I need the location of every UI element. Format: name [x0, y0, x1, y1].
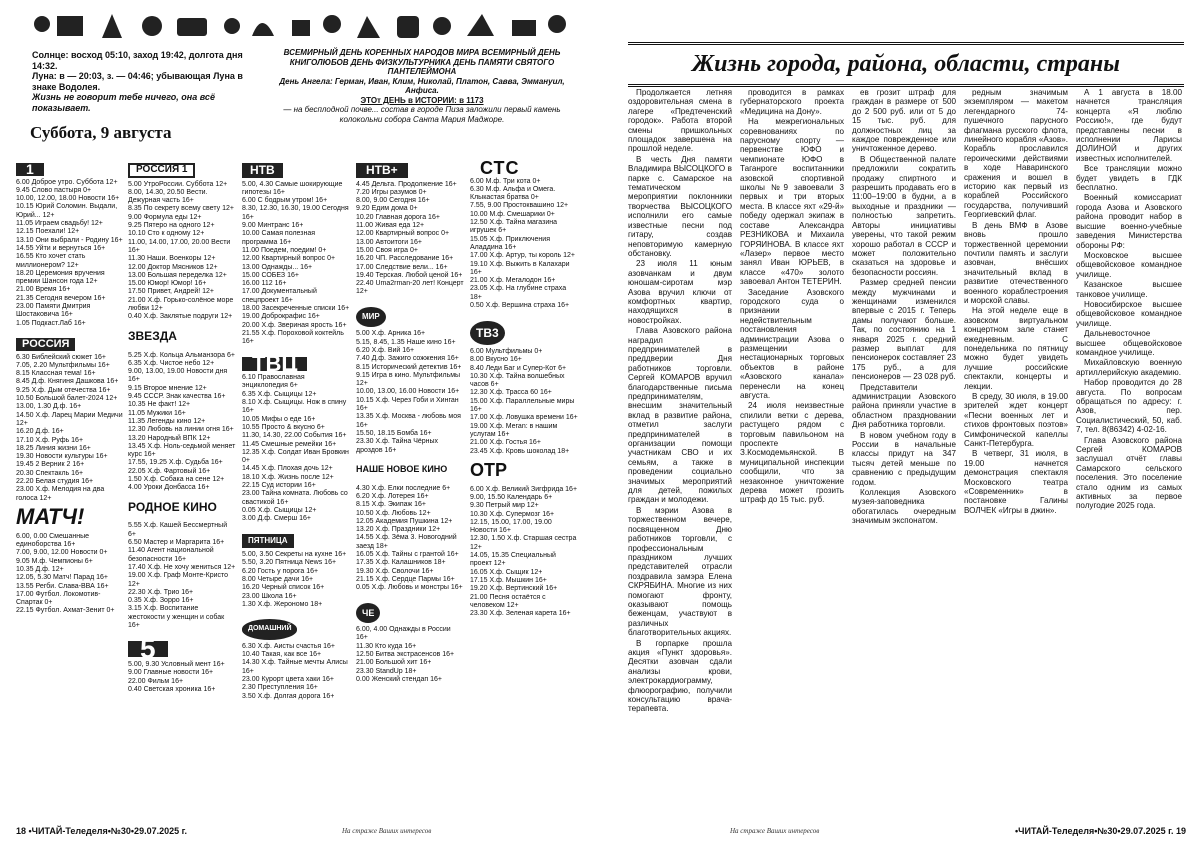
channel-logo-che: ЧЕ: [356, 603, 380, 623]
footer-brand-left: •ЧИТАЙ-Теледеля•№30•29.07.2025 г.: [28, 826, 187, 836]
page-right: [620, 8, 1190, 838]
channel-logo-otr: ОТР: [470, 460, 508, 481]
article-column-2: [740, 88, 844, 788]
section-header: [628, 42, 1184, 87]
article-column-5: [1076, 88, 1182, 788]
news-item: В день ВМФ в Азове вновь прошло торжественной церемонии почтили память и заслуги азовчан, внёсших значительный вклад в развитие отечественного военного кораблестроения и морской славы.: [964, 220, 1068, 305]
channel-logo-nashe-novoe-kino: НАШЕ НОВОЕ КИНО: [356, 464, 448, 475]
article-column-4: [964, 88, 1068, 788]
holidays: ВСЕМИРНЫЙ ДЕНЬ КОРЕННЫХ НАРОДОВ МИРА ВСЕМИРНЫЙ ДЕНЬ КНИГОЛЮБОВ ДЕНЬ ФИЗКУЛЬТУРНИКА ДЕНЬ ПАМЯТИ СВЯТОГО ПАНТЕЛЕЙМОНА: [283, 48, 561, 76]
channel-logo-domashniy: ДОМАШНИЙ: [242, 619, 297, 639]
schedule-5b: 6.00 Мультфильмы 0+ 8.00 Вкусно 16+ 8.40 Леди Баг и Супер-Кот 6+ 10.30 Х.ф. Тайна волшебных часов 6+ 12.30 Х.ф. Трасса 60 16+ 15.00 Х.ф. Параллельные миры 16+ 17.00 Х.ф. Ловушка времени 16+ 19.00 Х.ф. Мегаn: в нашим услугам 16+ 21.00 Х.ф. Гостья 16+ 23.45 Х.ф. Кровь шоколад 18+: [470, 347, 578, 455]
news-item: На межрегиональных соревнованиях по парусному спорту — первенстве ЮФО и чемпионате ЮФО в Таганроге воспитанники азовской спортивной школы №9 завоевали 3 первых и три вторых места. В классе яхт «29-й» победу одержал экипаж в составе Александра РЕЗНИКОВА и Михаила ГОРЯИНОВА. В классе яхт «Лазер» первое место занял Иван ЮРЬЕВ, в классе «470» золото завоевал Антон ТЕТЕРИН.: [740, 117, 844, 287]
news-item: А 1 августа в 18.00 начнется трансляция концерта «Я люблю Россию!», где будут представлены песни в исполнении Ларисы ДОЛИНОЙ и других известных исполнителей.: [1076, 88, 1182, 163]
channel-logo-1: 1: [16, 163, 44, 175]
schedule-4: 4.45 Дельта. Продолжение 16+ 7.20 Игры разумов 0+ 8.00, 9.00 Сегодня 16+ 9.20 Едим дома 0+ 10.20 Главная дорога 16+ 11.00 Живая еда 12+ 12.00 Квартирный вопрос 0+ 13.00 Автоитоги 16+ 15.00 Своя игра 0+ 16.20 ЧП. Расследование 16+ 17.00 Следствие вели... 16+ 19.40 Терская. Любой ценой 16+ 22.40 Uma2rman-20 лет! Концерт 12+: [356, 180, 464, 296]
article-column-3: [852, 88, 956, 788]
schedule-3b: 6.10 Православная энциклопедия 6+ 6.35 Х.ф. Сыщицы 12+ 8.10 Х.ф. Сыщицы. Нож в спину 16+ 10.05 Мифы о еде 16+ 10.55 Просто & вкусно 6+ 11.30, 14.30, 22.00 События 16+ 11.45 Смешные ремейки 16+ 12.35 Х.ф. Солдат Иван Бровкин 0+ 14.45 Х.ф. Плохая дочь 12+ 18.10 Х.ф. Жизнь после 12+ 22.15 Суд истории 16+ 23.00 Тайна комната. Любовь со свастикой 16+ 0.05 Х.ф. Сыщицы 12+ 3.00 Д.ф. Смерш 16+: [242, 374, 349, 523]
channel-logo-match: МАТЧ!: [16, 504, 85, 530]
channel-logo-rodnoe-kino: РОДНОЕ КИНО: [128, 499, 217, 514]
news-item: Заседание Азовского городского суда о признании недействительным постановления администрации Азова о размещении нестационарных торговых объектов в районе «Азовского канала» перенесли на конец августа.: [740, 287, 844, 400]
news-item: редным значимым экземпляром — макетом легендарного 74-пушечного парусного флагмана русского флота, линейного корабля «Азов». Корабль прославился героическими действиями в ходе Наваринского сражения и вошел в историю как первый из кораблей Российского государства, получивший Георгиевский флаг.: [964, 88, 1068, 220]
schedule-2c: 5.55 Х.ф. Кашей Бессмертный 6+ 6.50 Мастер и Маргарита 16+ 11.40 Агент национальной безопасности 16+ 17.40 Х.ф. Не хочу жениться 12+ 19.00 Х.ф. Граф Монте-Кристо 12+ 22.30 Х.ф. Трио 16+ 0.35 Х.ф. Зорро 16+ 3.15 Х.ф. Воспитание жестокости у женщин и собак 16+: [128, 522, 236, 630]
channel-logo-russia1: РОССИЯ 1: [128, 163, 195, 177]
news-item: проводится в рамках губернаторского проекта «Медицина на Дону».: [740, 88, 844, 116]
news-item: Михайловскую военную артиллерийскую академию.: [1076, 358, 1182, 377]
news-item: Глава Азовского района Сергей КОМАРОВ заслушал отчёт главы Самарского сельского поселения. Это поселение стало одним из самых активных за первое полугодие 2025 года.: [1076, 435, 1182, 511]
channel-logo-tvc: ТВЦ: [242, 357, 307, 371]
channel-logo-5: 5: [128, 641, 168, 657]
news-item: Московское высшее общевойсковое командное училище.: [1076, 250, 1182, 279]
section-title: Жизнь города, района, области, страны: [692, 51, 1120, 77]
news-item: В честь Дня памяти Владимира ВЫСОЦКОГО в парке с. Самарское на тематическом мероприятии поклонники творчества ВЫСОЦКОГО исполнили его самые известные песни под гитару, создав неповторимую камерную обстановку.: [628, 154, 732, 258]
schedule-3c: 5.00, 3.50 Секреты на кухне 16+ 5.50, 3.20 Пятница News 16+ 6.20 Гость у порога 16+ 8.00 Четыре дачи 16+ 16.20 Черный список 16+ 23.00 Школа 16+ 1.30 Х.ф. Жерономо 18+: [242, 551, 347, 608]
schedule-3: 5.00, 4.30 Самые шокирующие гипотезы 16+ 6.00 С бодрым утром! 16+ 8.30, 12.30, 16.30, 19.00 Сегодня 16+ 9.00 Минтранс 16+ 10.00 Самая полезная программа 16+ 11.00 Поедем, поедим! 0+ 12.00 Квартирный вопрос 0+ 13.00 Однажды... 16+ 15.00 СОБЕЗ 16+ 16.00 112 16+ 17.00 Документальный спецпроект 16+ 18.00 Засекреченные списки 16+ 19.00 Доброкрафис 16+ 20.00 Х.ф. Звериная ярость 16+ 21.55 Х.ф. Пороховой коктейль 16+: [242, 180, 350, 346]
tv-column-2: [128, 153, 236, 813]
sun-info: Солнце: восход 05:10, заход 19:42, долгота дня 14:32. Луна: в — 20:03, з. — 04:46; убывающая Луна в знаке Водолея. Жизнь не говорит тебе ничего, она всё показывает.: [32, 50, 243, 113]
page-left: [12, 8, 580, 838]
channel-logo-zvezda: ЗВЕЗДА: [128, 328, 177, 343]
news-item: 23 июля 11 юным азовчанкам и двум юношам-сиротам мэр Азова вручил ключи от комфортных квартир, находящихся в новостройках.: [628, 259, 732, 325]
schedule-2: 5.00 УтроРоссии. Суббота 12+ 8.00, 14.30, 20.50 Вести. Дежурная часть 16+ 8.35 По секрету всему свету 12+ 9.00 Формула еды 12+ 9.25 Пятеро на одного 12+ 10.10 Сто к одному 12+ 11.00, 14.00, 17.00, 20.00 Вести 16+ 11.30 Наши. Военкоры 12+ 12.00 Доктор Мясников 12+ 13.00 Большая переделка 12+ 15.00 Юмор! Юмор! 16+ 17.50 Привет, Андрей! 12+ 21.00 Х.ф. Горько-солёное море любви 12+ 0.40 Х.ф. Заклятые подруги 12+: [128, 180, 234, 321]
news-item: Новосибирское высшее общевойсковое командное училище.: [1076, 299, 1182, 328]
tv-column-5: [470, 153, 578, 813]
channel-logo-pyatnica: ПЯТНИЦА: [242, 534, 294, 548]
news-item: Коллекция Азовского музея-заповедника обогатилась очередным значимым экспонатом.: [852, 488, 956, 526]
schedule-4b: 5.00 Х.ф. Арника 16+ 5.15, 8.45, 1.35 Наше кино 16+ 6.20 Х.ф. Вий 16+ 7.40 Д.ф. Зажиго сожжения 16+ 8.15 Исторический детектив 16+ 9.15 Игра в кино. Мультфильмы 12+ 10.00, 13.00, 16.00 Новости 16+ 10.15 Х.ф. Через Гоби и Хинган 16+ 13.35 Х.ф. Москва - любовь моя 16+ 15.50, 18.15 Бомба 16+ 23.30 Х.ф. Тайна Чёрных дроздов 16+: [356, 330, 462, 454]
footer-motto-right: На страже Ваших интересов: [730, 827, 820, 835]
schedule-4d: 6.00, 4.00 Однажды в России 16+ 11.30 Кто куда 16+ 12.50 Битва экстрасенсов 16+ 21.00 Большой хит 16+ 23.30 StandUp 18+ 0.00 Женский стендап 16+: [356, 626, 455, 683]
news-item: На этой неделе еще в азовском виртуальном концертном зале станет ежедневным. С понедельника по пятницу можно будет увидеть лучшие российские спектакли, концерты и лекции.: [964, 306, 1068, 391]
news-item: Глава Азовского района наградил предпринимателей в преддверии Дня работников торговли. Сергей КОМАРОВ вручил благодарственные письма предпринимателям, внесшим значительный вклад в развитие района, отметил заслуги предпринимателей в организации помощи участникам СВО и их семьям, а также в проведении социально значимых мероприятий для детей, пожилых граждан и молодежи.: [628, 326, 732, 505]
news-item: Все трансляции можно будет увидеть в ГДК бесплатно.: [1076, 164, 1182, 193]
channel-logo-mir: МИР: [356, 307, 386, 327]
schedule-1: 6.00 Доброе утро. Суббота 12+ 9.45 Слово пастыря 0+ 10.00, 12.00, 18.00 Новости 16+ 10.15 Юрий Соломин. Выдали, Юрий... 12+ 11.05 Играем свадьбу! 12+ 12.15 Поехали! 12+ 13.10 Они выбрали - Родину 16+ 14.55 Уйти и вернуться 16+ 16.55 Кто хочет стать миллионером? 12+ 18.20 Церемония вручения премии Шансон года 12+ 21.00 Время 16+ 21.35 Сегодня вечером 16+ 23.00 Памяти Дмитрия Шостаковича 16+ 1.05 Подкаст.Лаб 16+: [16, 178, 123, 327]
header-banner: [12, 8, 580, 44]
news-item: Размер средней пенсии между мужчинами и женщинами изменился впервые с 2015 г. Теперь дамы получают больше. Так, по состоянию на 1 января 2025 г. средний размер выплат для пенсионерок составляет 23 175 руб., а для пенсионеров — 23 028 руб.: [852, 278, 956, 382]
footer-left: [16, 826, 187, 836]
news-item: ев грозит штраф для граждан в размере от 500 до 2 500 руб. или от 5 до 15 тыс. руб. для должностных лиц за каждое поврежденное или уничтоженное дерево.: [852, 88, 956, 154]
schedule-5: 6.00 М.ф. Три кота 0+ 6.30 М.ф. Альфа и Омега. Клыкастая братва 0+ 7.55, 9.00 Простоквашино 12+ 10.00 М.ф. Смешарики 0+ 12.50 Х.ф. Тайна магазина игрушек 6+ 15.05 Х.ф. Приключения Аладдина 16+ 17.00 Х.ф. Артур, ты король 12+ 19.10 Х.ф. Выжить в Калахари 16+ 21.00 Х.ф. Мегалодон 16+ 23.05 Х.ф. На глубине страха 18+ 0.50 Х.ф. Вершина страха 16+: [470, 177, 576, 310]
footer-right: [1015, 826, 1186, 836]
news-item: В Общественной палате предложили сократить продажу спиртного и разрешить продавать его в 11:00–19:00 в будни, а в выходные и праздники — полностью запретить. Авторы инициативы уверены, что такой режим хорошо работал в СССР и может положительно сказаться на здоровье и безопасности россиян.: [852, 154, 956, 277]
schedule-5c: 6.00 Х.ф. Великий Зигфрида 16+ 9.00, 15.50 Календарь 6+ 9.30 Петрый мир 12+ 10.30 Х.ф. Супермозг 16+ 12.15, 15.00, 17.00, 19.00 Новости 16+ 12.30, 1.50 Х.ф. Старшая сестра 12+ 14.05, 15.35 Специальный проект 12+ 16.05 Х.ф. Сыщик 12+ 17.15 Х.ф. Мышкин 16+ 19.20 Х.ф. Вертинский 16+ 21.00 Песня остаётся с человеком 12+ 23.30 Х.ф. Зеленая карета 16+: [470, 485, 578, 618]
page-number-right: 19: [1175, 826, 1186, 836]
footer-motto-left: На страже Ваших интересов: [342, 827, 432, 835]
news-item: В среду, 30 июля, в 19.00 зрителей ждет концерт «Песни военных лет и стихов фронтовых поэтов» Симфонической капеллы Санкт-Петербурга.: [964, 392, 1068, 449]
tv-column-1: [16, 153, 124, 813]
schedule-2b: 5.25 Х.ф. Кольца Альманзора 6+ 6.35 Х.ф. Чистое небо 12+ 9.00, 13.00, 19.00 Новости дня 16+ 9.15 Второе мнение 12+ 9.45 СССР. Знак качества 16+ 10.35 Не факт! 12+ 11.05 Мужики 16+ 11.35 Легенды кино 12+ 12.30 Любовь на линии огня 16+ 13.20 Народный ВПК 12+ 13.45 Х.ф. Ноль-седьмой меняет курс 16+ 17.55, 19.25 Х.ф. Судьба 16+ 22.05 Х.ф. Фартовый 16+ 1.50 Х.ф. Собака на сене 12+ 4.00 Уроки Донбасса 16+: [128, 351, 236, 492]
history-title: ЭТОт ДЕНЬ в ИСТОРИИ: в 1173: [360, 95, 484, 105]
date-title: Суббота, 9 августа: [30, 123, 172, 142]
channel-logo-sts: СТС: [480, 158, 520, 179]
tv-column-4: [356, 153, 464, 813]
news-item: В четверг, 31 июля, в 19.00 начнется демонстрация спектакля Московского театра «Современник» в постановке Галины ВОЛЧЕК «Игры в джин».: [964, 449, 1068, 515]
footer-brand-right: •ЧИТАЙ-Теледеля•№30•29.07.2025 г.: [1015, 826, 1174, 836]
news-item: В новом учебном году в России в начальные классы придут на 347 тысяч детей меньше по сравнению с предыдущим годом.: [852, 430, 956, 487]
holidays-box: [272, 48, 572, 148]
news-item: В горпарке прошла акция «Пункт здоровья». Десятки азовчан сдали анализы крови, электрокардиограмму, флюорографию, получили консультацию врача-терапевта.: [628, 638, 732, 714]
news-item: Продолжается летняя оздоровительная смена в лагере «Предтеченский городок». Работа второй смены пришкольных площадок завершена на прошлой неделе.: [628, 88, 732, 154]
history: — на бесплодной почве... состав в городе Пиза заложили первый камень колокольни собора Санта Мария Маджоре.: [283, 105, 561, 124]
channel-logo-ntv: НТВ: [242, 163, 283, 177]
page-number-left: 18: [16, 826, 27, 836]
schedule-4c: 4.30 Х.ф. Елки последние 6+ 6.20 Х.ф. Лотерея 16+ 8.15 Х.ф. Экипаж 16+ 10.50 Х.ф. Любовь 12+ 12.05 Академия Пушкина 12+ 13.20 Х.ф. Праздники 12+ 14.55 Х.ф. Зёма 3. Новогодний заезд 18+ 16.05 Х.ф. Тайны с грантой 16+ 17.35 Х.ф. Калашников 18+ 19.30 Х.ф. Сволочи 16+ 21.15 Х.ф. Сердце Пармы 16+ 0.05 Х.ф. Любовь и монстры 16+: [356, 484, 463, 592]
schedule-1b: 6.30 Библейский сюжет 16+ 7.05, 2.20 Мультфильмы 16+ 8.15 Классная тема! 16+ 8.45 Д.ф. Княгиня Дашкова 16+ 9.25 Х.ф. Дым отечества 16+ 10.50 Большой балет-2024 12+ 13.00, 1.30 Д.ф. 16+ 14.50 Х.ф. Ларец Марии Медичи 12+ 16.20 Д.ф. 16+ 17.10 Х.ф. Руфь 16+ 18.25 Линия жизни 16+ 19.30 Новости культуры 16+ 19.45 2 Верник 2 16+ 20.30 Спектакль 16+ 22.20 Белая студия 16+ 23.00 Х.ф. Мелодия на два голоса 12+: [16, 353, 123, 502]
news-item: Дальневосточное высшее общевойсковое командное училище.: [1076, 329, 1182, 357]
angels: День Ангела: Герман, Иван, Клим, Николай, Платон, Савва, Эммануил, Анфиса.: [279, 76, 565, 95]
channel-logo-tv3: ТВ3: [470, 321, 505, 345]
news-item: В мэрии Азова в торжественном вечере, посвященном Дню работников торговли, с профессиональным праздником лучших представителей отрасли поздравила замэра Елена СКРЯБИНА. Многие из них помогают фронту, оказывают помощь беженцам, участвуют в различных благотворительных акциях.: [628, 505, 732, 638]
channel-logo-russia: РОССИЯ: [16, 338, 75, 350]
tv-column-3: [242, 153, 350, 813]
schedule-3d: 6.30 Х.ф. Аисты счастья 16+ 10.40 Такая, как все 16+ 14.30 Х.ф. Тайные мечты Алисы 16+ 23.00 Курорт цвета хаки 16+ 2.30 Преступления 16+ 3.50 Х.ф. Долгая дорога 16+: [242, 642, 348, 700]
article-column-1: [628, 88, 732, 788]
schedule-2d: 5.00, 9.30 Условный мент 16+ 9.00 Главные новости 16+ 22.00 Фильм 16+ 0.40 Светская хроника 16+: [128, 660, 225, 693]
news-item: Военный комиссариат города Азова и Азовского района проводит набор в высшие военно-учебные заведения Министерства обороны РФ:: [1076, 193, 1182, 250]
news-item: Набор проводится до 28 августа. По вопросам обращаться по адресу: г. Азов, пер. Социалистический, 50, каб. 7, тел. 8(86342) 4-02-16.: [1076, 378, 1182, 435]
news-item: Представители администрации Азовского района приняли участие в областном праздновании Дня работника торговли.: [852, 382, 956, 430]
channel-logo-ntv-plus: НТВ+: [356, 163, 408, 177]
schedule-1c: 6.00, 0.00 Смешанные единоборства 16+ 7.00, 9.00, 12.00 Новости 0+ 9.05 М.ф. Чемпионы 6+ 10.35 Д.ф. 12+ 12.05, 5.30 Матч! Парад 16+ 13.55 Регби. Слава-ВВА 16+ 17.00 Футбол. Локомотив-Спартак 0+ 22.15 Футбол. Ахмат-Зенит 0+: [16, 532, 115, 615]
news-item: Казанское высшее танковое училище.: [1076, 280, 1182, 299]
news-item: 24 июля неизвестные спилили ветки с дерева, растущего рядом с торговым павильоном на проспекте З.Космодемьянской. В муниципальной инспекции сообщили, что за незаконное уничтожение дерева может грозить штраф до 15 тыс. руб.: [740, 401, 844, 505]
